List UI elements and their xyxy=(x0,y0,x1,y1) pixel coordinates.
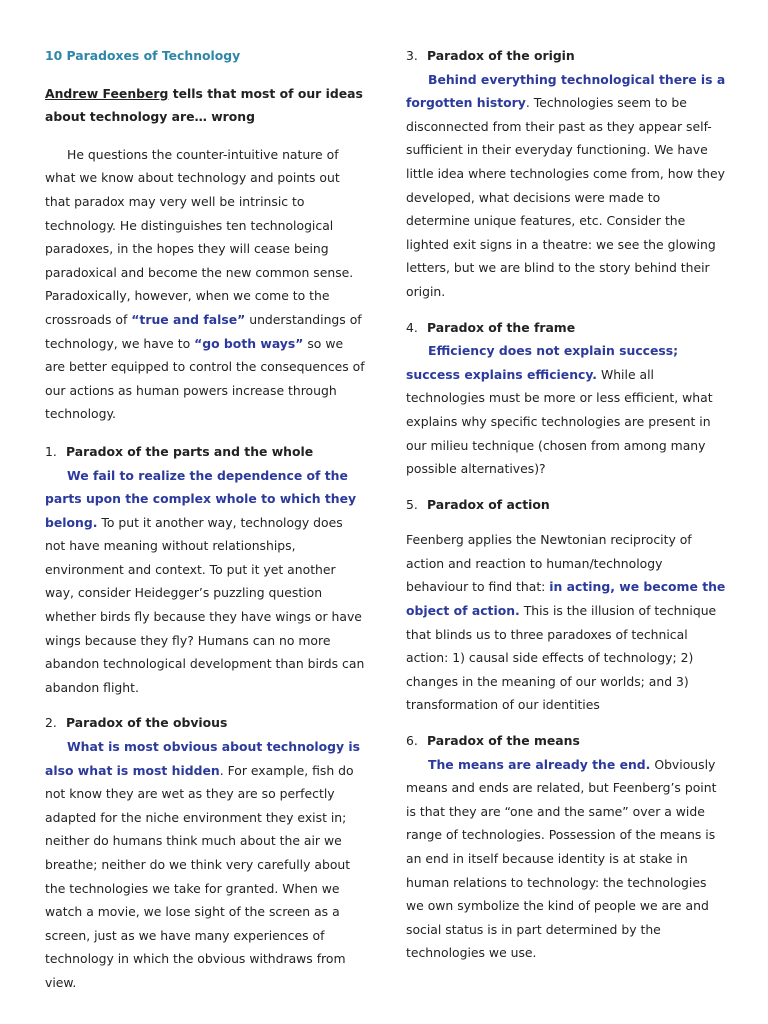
intro-lead: tells that most of our ideas about technology are… wrong xyxy=(45,85,363,125)
section-6-text: Obviously means and ends are related, but Feenberg’s point is that they are “one and the same” over a wide range of technologies. Possession of the means is an end in itself because identity is at stake in human relations to technology: the technologies we own symbolize the kind of people we are and social status is in part determined by the technologies we use. xyxy=(406,756,717,961)
section-2-heading xyxy=(45,711,365,735)
section-1-body xyxy=(45,464,365,700)
section-5-heading xyxy=(406,493,726,517)
section-3-heading xyxy=(406,44,726,68)
section-1 xyxy=(45,440,365,700)
section-3-highlight: Behind everything technological there is a forgotten history xyxy=(406,71,726,111)
section-6-heading xyxy=(406,729,726,753)
section-4-body xyxy=(406,339,726,481)
section-2-title: Paradox of the obvious xyxy=(66,715,228,731)
section-6-title: Paradox of the means xyxy=(427,733,580,749)
section-3-title: Paradox of the origin xyxy=(427,48,575,63)
section-1-heading xyxy=(45,440,365,464)
section-5-title: Paradox of action xyxy=(427,496,550,512)
section-1-text: To put it another way, technology does not have meaning without relationships, environment and context. To put it yet another way, consider Heidegger’s puzzling question whether birds fly because they have wings or have wings because they fly? Humans can no more abandon technological development than birds can abandon flight. xyxy=(45,514,365,695)
overview-highlight-2: “go both ways” xyxy=(194,335,304,351)
section-4-highlight: Efficiency does not explain success; success explains efficiency. xyxy=(406,343,679,382)
section-3 xyxy=(406,44,726,304)
section-6-number: 6. xyxy=(406,733,418,749)
section-3-body xyxy=(406,68,726,304)
section-4-number: 4. xyxy=(406,319,418,335)
overview-text-1: He questions the counter-intuitive nature of what we know about technology and points out that paradox may very well be intrinsic to technology. He distinguishes ten technological paradoxes, in the hopes they will cease being paradoxical and become the new common sense. Paradoxically, however, when we come to the crossroads of xyxy=(45,146,354,327)
section-4-text: While all technologies must be more or less efficient, what explains why specific technologies are present in our milieu technique (chosen from among many possible alternatives)? xyxy=(406,366,713,477)
overview-text-2: understandings of technology, we have to xyxy=(45,311,362,351)
overview-paragraph xyxy=(45,143,365,426)
section-2-text: . For example, fish do not know they are wet as they are so perfectly adapted for the niche environment they exist in; neither do humans think much about the air we breathe; neither do we think very carefully about the technologies we take for granted. When we watch a movie, we lose sight of the screen as a screen, just as we have many experiences of technology in which the obvious withdraws from view. xyxy=(45,762,354,990)
section-5-number: 5. xyxy=(406,496,418,512)
overview-text-3: so we are better equipped to control the consequences of our actions as human powers increase through technology. xyxy=(45,335,365,422)
section-2-number: 2. xyxy=(45,715,57,731)
section-5-body xyxy=(406,528,726,717)
section-1-title: Paradox of the parts and the whole xyxy=(66,443,314,459)
overview-highlight-1: “true and false” xyxy=(131,311,246,327)
intro-paragraph xyxy=(45,82,365,129)
left-column xyxy=(45,44,365,995)
author-name: Andrew Feenberg xyxy=(45,85,169,101)
section-5-intro: Feenberg applies the Newtonian reciprocity of action and reaction to human/technology behaviour to find that: xyxy=(406,532,692,595)
document-title: 10 Paradoxes of Technology xyxy=(45,48,241,63)
section-5 xyxy=(406,493,726,717)
section-5-text: This is the illusion of technique that blinds us to three paradoxes of technical action: 1) causal side effects of technology; 2) changes in the meaning of our worlds; and 3) transformation of our identities xyxy=(406,603,717,713)
section-6-body xyxy=(406,753,726,965)
section-1-highlight: We fail to realize the dependence of the parts upon the complex whole to which they belong. xyxy=(45,467,357,530)
section-1-number: 1. xyxy=(45,443,57,459)
section-3-text: . Technologies seem to be disconnected from their past as they appear self-sufficient in their everyday functioning. We have little idea where technologies come from, how they developed, what decisions were made to determine unique features, etc. Consider the lighted exit signs in a theatre: we see the glowing letters, but we are blind to the story behind their origin. xyxy=(406,95,725,299)
section-6-highlight: The means are already the end. xyxy=(428,756,651,772)
section-4-title: Paradox of the frame xyxy=(427,319,576,335)
section-6 xyxy=(406,729,726,965)
section-2 xyxy=(45,711,365,994)
section-4-heading xyxy=(406,316,726,340)
section-2-highlight: What is most obvious about technology is also what is most hidden xyxy=(45,739,361,778)
section-4 xyxy=(406,316,726,481)
section-5-highlight: in acting, we become the object of action. xyxy=(406,579,726,619)
section-3-number: 3. xyxy=(406,48,418,63)
section-2-body xyxy=(45,735,365,995)
right-column xyxy=(406,44,726,965)
